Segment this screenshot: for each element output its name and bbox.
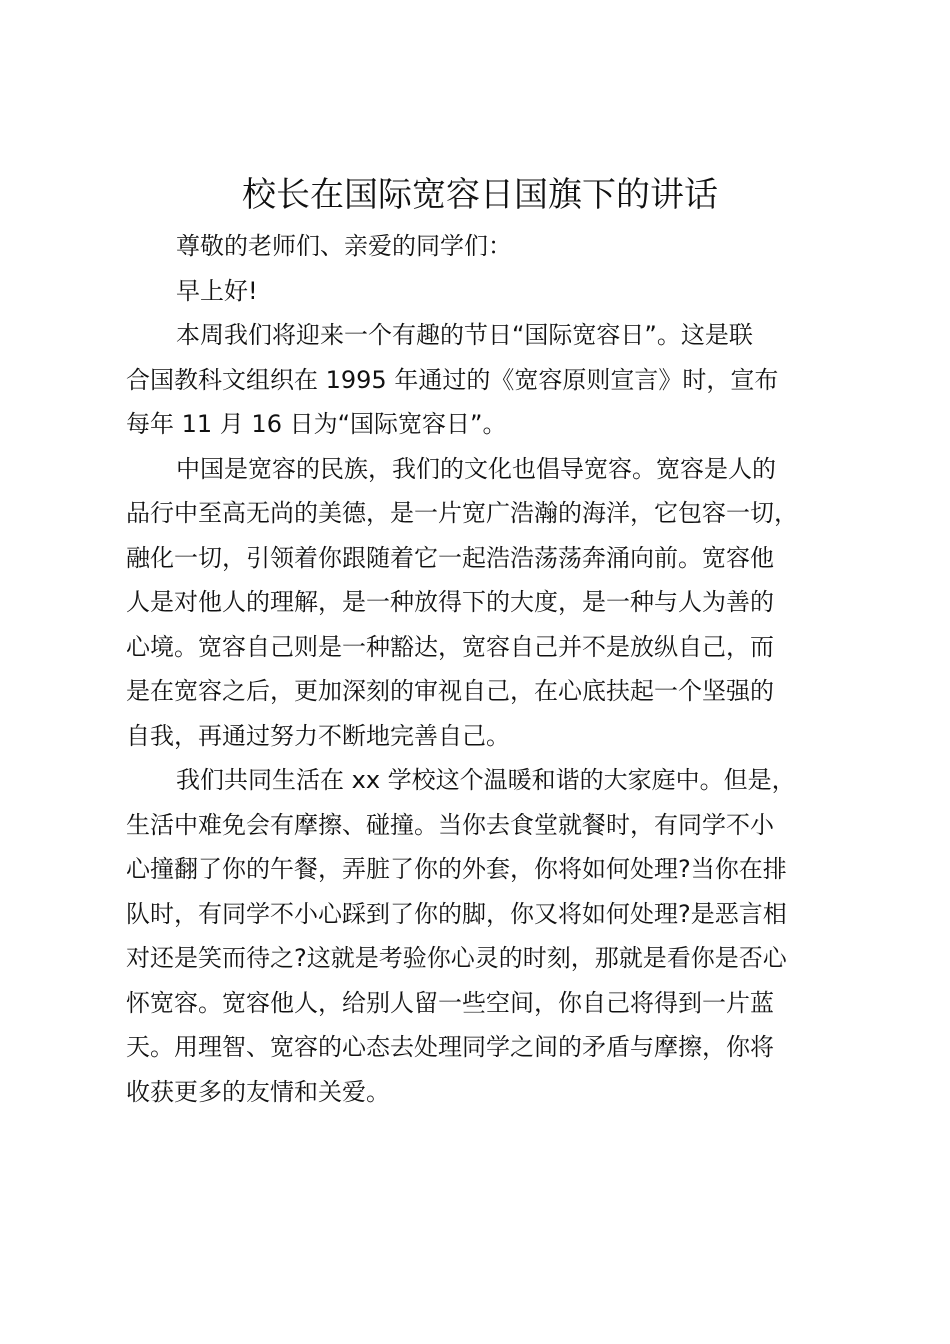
text-line: 品行中至高无尚的美德，是一片宽广浩瀚的海洋，它包容一切， — [126, 499, 798, 527]
text-line: 怀宽容。宽容他人，给别人留一些空间，你自己将得到一片蓝 — [126, 988, 774, 1017]
text-line: 融化一切，引领着你跟随着它一起浩浩荡荡奔涌向前。宽容他 — [126, 543, 774, 572]
text-line: 尊敬的老师们、亲爱的同学们： — [176, 232, 512, 260]
text-line: 合国教科文组织在 1995 年通过的《宽容原则宣言》时，宣布 — [126, 365, 779, 394]
text-line: 是在宽容之后，更加深刻的审视自己，在心底扶起一个坚强的 — [126, 677, 774, 705]
text-line: 自我，再通过努力不断地完善自己。 — [126, 721, 510, 750]
text-line: 队时，有同学不小心踩到了你的脚，你又将如何处理?是恶言相 — [126, 899, 787, 928]
text-line: 收获更多的友情和关爱。 — [126, 1077, 390, 1106]
text-line: 每年 11 月 16 日为“国际宽容日”。 — [126, 410, 507, 438]
document-body — [126, 224, 866, 1114]
text-line: 中国是宽容的民族，我们的文化也倡导宽容。宽容是人的 — [176, 454, 776, 483]
text-line: 对还是笑而待之?这就是考验你心灵的时刻，那就是看你是否心 — [126, 944, 787, 972]
body-paragraph-1 — [126, 313, 866, 447]
text-line: 生活中难免会有摩擦、碰撞。当你去食堂就餐时，有同学不小 — [126, 810, 774, 839]
text-line: 人是对他人的理解，是一种放得下的大度，是一种与人为善的 — [126, 588, 774, 616]
text-line: 本周我们将迎来一个有趣的节日“国际宽容日”。这是联 — [176, 321, 753, 349]
text-line: 心撞翻了你的午餐，弄脏了你的外套，你将如何处理?当你在排 — [126, 855, 787, 883]
body-paragraph-2 — [126, 447, 866, 759]
text-line: 我们共同生活在 xx 学校这个温暖和谐的大家庭中。但是， — [176, 766, 796, 794]
document-title: 校长在国际宽容日国旗下的讲话 — [242, 175, 718, 215]
text-line: 天。用理智、宽容的心态去处理同学之间的矛盾与摩擦，你将 — [126, 1033, 774, 1061]
greeting-paragraph — [126, 269, 866, 314]
salutation-paragraph — [126, 224, 866, 269]
text-line: 早上好! — [176, 276, 258, 305]
text-line: 心境。宽容自己则是一种豁达，宽容自己并不是放纵自己，而 — [126, 632, 774, 661]
body-paragraph-3 — [126, 758, 866, 1114]
